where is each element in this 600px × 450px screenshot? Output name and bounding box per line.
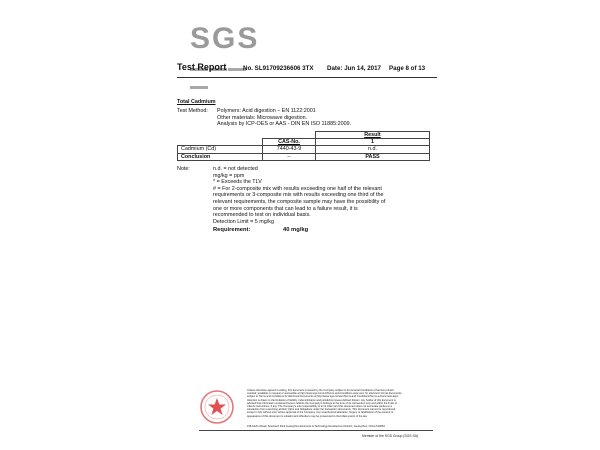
page-number: Page 8 of 13 (389, 65, 426, 72)
note-label: Note: (177, 166, 190, 172)
conclusion-label: Conclusion (178, 153, 263, 160)
footer-line: transaction from exercising all their rights and obligations under the transaction documents. This document cannot be reproduced (247, 408, 396, 412)
table-subheader-row (178, 139, 430, 146)
results-table (177, 131, 430, 161)
note-line: requirements or 3-composite mix with results exceeding one third of the (213, 192, 384, 199)
requirement-value: 40 mg/kg (283, 227, 309, 233)
report-date: Date: Jun 14, 2017 (327, 65, 381, 72)
table-row (178, 153, 430, 160)
result-header: Result (316, 132, 430, 139)
result-value: n.d. (316, 146, 430, 153)
logo-underline (190, 58, 264, 61)
test-method-text (217, 108, 351, 128)
sgs-logo (190, 24, 270, 58)
cas-number: 7440-43-9 (263, 146, 316, 153)
analyte-name: Cadmium (Cd) (178, 146, 263, 153)
footer-line: subject to Terms and Conditions for Electronic Documents at http://www.sgs.com/en/Terms-and-Conditions/Terms-e-Document.aspx. (247, 395, 399, 399)
table-row (178, 146, 430, 153)
footer-line: except in full, without prior written approval of the Company. Any unauthorized alteration, forgery or falsification of the content or (247, 411, 394, 415)
sample-number: 1 (316, 139, 430, 146)
footer-line: Unless otherwise agreed in writing, this document is issued by the Company subject to its General Conditions of Service printed (247, 389, 394, 392)
member-text: Member of the SGS Group (SGS SA) (362, 434, 419, 438)
report-header (177, 64, 427, 76)
note-line: mg/kg = ppm (213, 172, 245, 179)
cas-header: CAS-No. (263, 139, 316, 146)
conclusion-value: PASS (316, 153, 430, 160)
method-line: Other materials: Microwave digestion. (217, 114, 308, 121)
footer-disclaimer (247, 389, 429, 418)
requirement (213, 227, 309, 233)
requirement-label: Requirement: (213, 227, 251, 233)
footer-address: 198 Kezhu Road, Scientech Park Guangzhou Economic & Technology Development District, Guangzhou, China 510663 (247, 425, 385, 428)
report-number: No. SL91709236606 3TX (243, 65, 314, 72)
report-title: Test Report (177, 62, 227, 72)
method-line: Analysis by ICP-OES or AAS - DIN EN ISO 11885:2009. (217, 121, 352, 128)
logo-text: SGS (190, 22, 260, 55)
footer-line: Client's instructions, if any. The Company's sole responsibility is to its Client and this document does not exonerate parties to a (247, 405, 392, 409)
test-method-label: Test Method: (177, 108, 208, 114)
note-line: n.d. = not detected (213, 166, 258, 172)
company-seal-icon (199, 389, 249, 439)
note-line: recommended to test on individual basis. (213, 212, 311, 219)
note-line: Detection Limit = 5 mg/kg (213, 218, 274, 225)
footer-divider (199, 430, 433, 431)
notes-block (213, 166, 413, 225)
footer-line: overleaf, available on request or accessible at http://www.sgs.com/en/Terms-and-Conditions.aspx and, for electronic format documents, (247, 392, 403, 396)
section-title: Total Cadmium (177, 99, 216, 105)
footer-line: appearance of this document is unlawful and offenders may be prosecuted to the fullest extent of the law. (247, 414, 368, 418)
note-line: one or more components that can lead to a failure result, it is (213, 205, 358, 212)
header-divider (177, 77, 437, 78)
note-line: * = Exceeds the TLV (213, 179, 262, 186)
conclusion-cas: -- (263, 153, 316, 160)
note-line: relevant requirements, the composite sample may have the possibility of (213, 198, 386, 205)
note-line: # = For 2-composite mix with results exceeding one half of the relevant (213, 185, 382, 192)
footer-line: advised that information contained hereon reflects the Company's findings at the time of its intervention only and within the limits of (247, 401, 397, 405)
table-header-row (178, 132, 430, 139)
method-line: Polymers: Acid digestion – EN 1122:2001 (217, 108, 316, 114)
footer-line: Attention is drawn to the limitation of liability, indemnification and jurisdiction issues defined therein. Any holder of this document is (247, 398, 396, 402)
